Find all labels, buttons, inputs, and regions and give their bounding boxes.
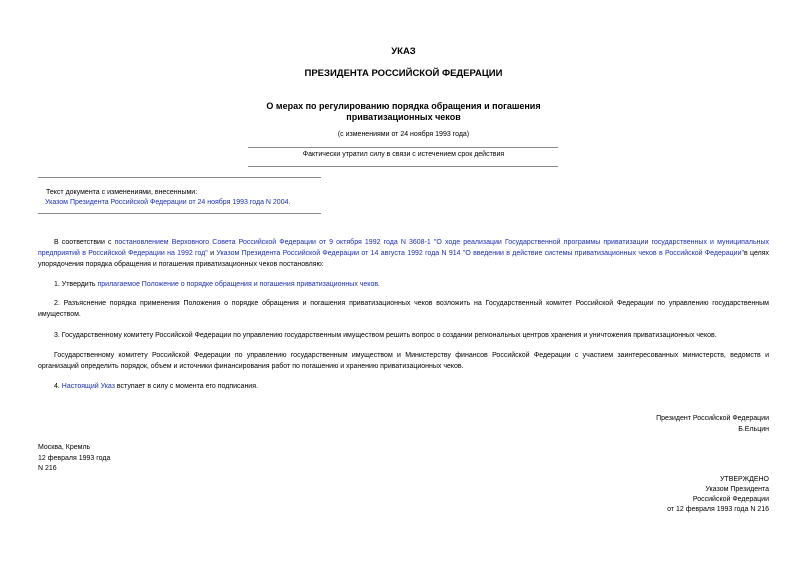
signing-place: Москва, Кремль: [38, 444, 91, 451]
decree-914-link[interactable]: Указом Президента Российской Федерации от 14 августа 1992 года N 914 "О введении в действие системы приватизационных чеков в Российской Федерации": [216, 250, 744, 257]
item-3: 3. Государственному комитету Российской Федерации по управлению государственным имуществом решить вопрос о создании региональных центров хранения и уничтожения приватизационных чеков.: [54, 332, 717, 339]
item-2: 2. Разъяснение порядка применения Положения о порядке обращения и погашения приватизационных чеков возложить на Государственный комитет Российской Федерации по управлению государственным имуществом.: [38, 300, 769, 318]
decree-number: N 216: [38, 465, 57, 472]
approval-line3: Российской Федерации: [692, 496, 769, 503]
supreme-council-resolution-link[interactable]: постановлением Верховного Совета Российской Федерации от 9 октября 1992 года N 3608-1 "О ходе реализации Государственной программы приватизации государственных и муниципальных предприятий в Российской Федерации на 1992 год": [38, 239, 769, 257]
changes-intro: Текст документа с изменениями, внесенными:: [46, 189, 198, 196]
signatory-position: Президент Российской Федерации: [656, 415, 769, 422]
document-subject-line2: приватизационных чеков: [346, 112, 461, 122]
divider: [248, 147, 558, 148]
approval-stamp: УТВЕРЖДЕНО: [719, 476, 769, 483]
item-4: 4. Настоящий Указ вступает в силу с момента его подписания.: [54, 383, 258, 390]
preamble-paragraph: В соответствии с постановлением Верховного Совета Российской Федерации от 9 октября 1992 года N 3608-1 "О ходе реализации Государственной программы приватизации государственных и муниципальных предприятий в Российской Федерации на 1992 год" и Указом Президента Российской Федерации от 14 августа 1992 года N 914 "О введении в действие системы приватизационных чеков в Российской Федерации"в целях упорядочения порядка обращения и погашения приватизационных чеков постановляю:: [38, 239, 769, 268]
signing-date: 12 февраля 1993 года: [38, 455, 111, 462]
divider: [38, 177, 321, 178]
signatory-name: Б.Ельцин: [738, 426, 769, 433]
amendment-note: (с изменениями от 24 ноября 1993 года): [337, 131, 470, 138]
divider: [38, 213, 321, 214]
approval-line2: Указом Президента: [705, 486, 769, 493]
validity-status: Фактически утратил силу в связи с истечением срок действия: [302, 151, 505, 158]
divider: [248, 166, 558, 167]
document-type: УКАЗ: [391, 46, 416, 57]
item-3-continued: Государственному комитету Российской Федерации по управлению государственным имуществом и Министерству финансов Российской Федерации с участием заинтересованных министерств, ведомств и организаций определить порядок, объем и источники финансирования работ по погашению и хранению приватизационных чеков.: [38, 352, 769, 370]
approval-line4: от 12 февраля 1993 года N 216: [667, 506, 769, 513]
document-issuer: ПРЕЗИДЕНТА РОССИЙСКОЙ ФЕДЕРАЦИИ: [304, 68, 503, 79]
amending-decree-link[interactable]: Указом Президента Российской Федерации от 24 ноября 1993 года N 2004.: [45, 199, 291, 206]
document-subject-line1: О мерах по регулированию порядка обращения и погашения: [266, 101, 541, 111]
item-1: 1. Утвердить прилагаемое Положение о порядке обращения и погашения приватизационных чеков.: [54, 281, 381, 288]
regulation-link[interactable]: прилагаемое Положение о порядке обращения и погашения приватизационных чеков.: [97, 281, 381, 288]
this-decree-link[interactable]: Настоящий Указ: [61, 383, 115, 390]
